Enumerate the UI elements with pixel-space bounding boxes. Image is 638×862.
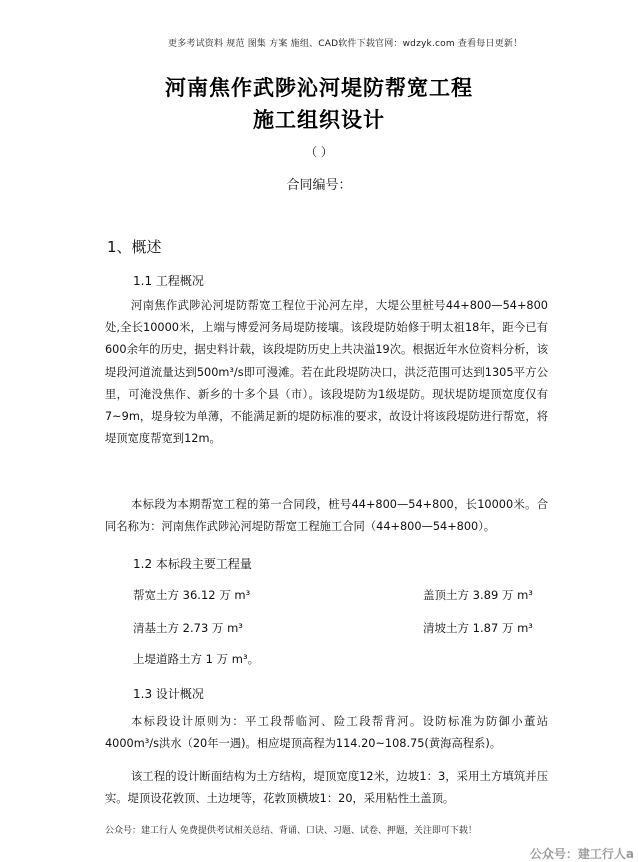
quantity-road-earthwork: 上堤道路土方 1 万 m³。 [133, 652, 260, 666]
paragraph-contract: 本标段为本期帮宽工程的第一合同段，桩号44+800—54+800，长10000米。合同名称为：河南焦作武陟沁河堤防帮宽工程施工合同（44+800—54+800）。 [105, 498, 548, 534]
subtitle-parentheses: （ ） [305, 145, 333, 159]
paragraph-design-principle: 本标段设计原则为：平工段帮临河、险工段帮背河。设防标准为防御小董站4000m³/s洪水（20年一遇)。相应堤顶高程为114.20~108.75(黄海高程系)。 [105, 715, 548, 751]
quantity-top-cover-earthwork: 盖顶土方 3.89 万 m³ [423, 588, 533, 602]
document-title-line1: 河南焦作武陟沁河堤防帮宽工程 [165, 76, 473, 100]
paragraph-project-overview: 河南焦作武陟沁河堤防帮宽工程位于沁河左岸，大堤公里桩号44+800—54+800处,全长10000米，上端与博爱河务局堤防接壤。该段堤防始修于明太祖18年，距今已有600余年的历史，据史料计载，该段堤防历史上共决溢19次。根据近年水位资料分析，该堤段河道流量达到500m³/s即可漫滩。若在此段堤防决口，洪泛范围可达到1305平方公里，可淹没焦作、新乡的十多个县（市）。该段堤防为1级堤防。现状堤防堤顶宽度仅有7~9m，堤身较为单薄，不能满足新的堤防标准的要求，故设计将该段堤防进行帮宽，将堤顶宽度帮宽到12m。 [105, 299, 548, 446]
header-note: 更多考试资料 规范 图集 方案 施组、CAD软件下载官网：wdzyk.com 查看每日更新！ [168, 39, 523, 49]
paragraph-design-section: 该工程的设计断面结构为土方结构，堤顶宽度12米，边坡1：3，采用土方填筑并压实。堤顶设花敦顶、土边埂等，花敦顶横坡1：20，采用粘性土盖顶。 [105, 770, 548, 806]
contract-number: 合同编号： [286, 178, 352, 193]
quantity-slope-clearing-earthwork: 清坡土方 1.87 万 m³ [423, 621, 533, 635]
document-title-line2: 施工组织设计 [253, 108, 385, 132]
watermark: 公众号：建工行人a [529, 847, 634, 861]
quantity-widening-earthwork: 帮宽土方 36.12 万 m³ [133, 588, 251, 602]
subsection-heading-design: 1.3 设计概况 [133, 687, 204, 701]
subsection-heading-project: 1.1 工程概况 [133, 274, 204, 288]
footer-note: 公众号：建工行人 免费提供考试相关总结、背诵、口诀、习题、试卷、押题，关注即可下载！ [105, 826, 477, 836]
quantity-base-clearing-earthwork: 清基土方 2.73 万 m³ [133, 621, 243, 635]
section-heading-overview: 1、概述 [107, 238, 162, 256]
subsection-heading-quantities: 1.2 本标段主要工程量 [133, 557, 252, 571]
